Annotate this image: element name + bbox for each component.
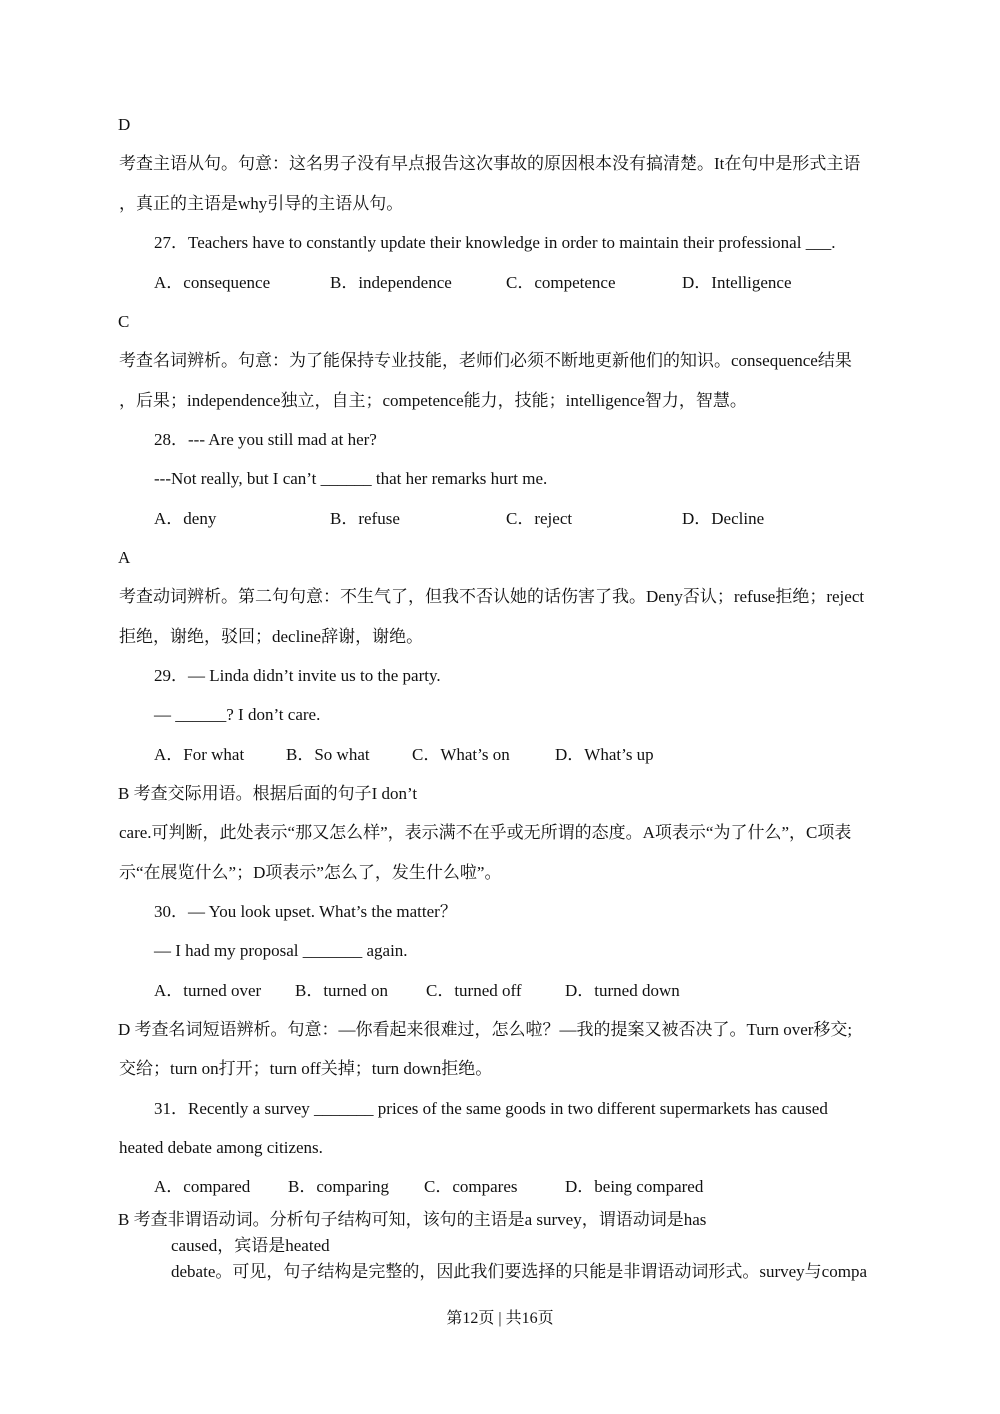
question-29-line2: — ______? I don’t care. (154, 705, 321, 724)
option-b: B．independence (330, 273, 452, 292)
option-c: C．reject (506, 509, 573, 528)
question-30-line2: — I had my proposal _______ again. (154, 941, 408, 960)
option-c: C．compares (424, 1177, 518, 1196)
option-c: C．turned off (426, 981, 522, 1000)
explanation-27-line1: 考查名词辨析。句意：为了能保持专业技能，老师们必须不断地更新他们的知识。consequence结果 (119, 351, 852, 370)
option-b: B．turned on (295, 981, 389, 1000)
option-c: C．What’s on (412, 745, 510, 764)
question-31-line1: 31．Recently a survey _______ prices of the same goods in two different supermarkets has caused (154, 1099, 828, 1118)
explanation-28-line2: 拒绝，谢绝，驳回；decline辞谢，谢绝。 (119, 627, 424, 646)
explanation-31-line2: caused，宾语是heated (171, 1236, 330, 1255)
question-29-line1: 29．— Linda didn’t invite us to the party. (154, 666, 441, 685)
explanation-29-line3: 示“在展览什么”；D项表示”怎么了，发生什么啦”。 (119, 863, 502, 882)
question-30-line1: 30．— You look upset. What’s the matter？ (154, 902, 457, 921)
option-d: D．What’s up (555, 745, 654, 764)
explanation-26-line1: 考查主语从句。句意：这名男子没有早点报告这次事故的原因根本没有搞清楚。It在句中是形式主语 (119, 154, 861, 173)
explanation-28-line1: 考查动词辨析。第二句句意：不生气了，但我不否认她的话伤害了我。Deny否认；refuse拒绝；reject (119, 587, 865, 606)
option-b: B．So what (286, 745, 370, 764)
explanation-30-line1: D 考查名词短语辨析。句意：—你看起来很难过，怎么啦？—我的提案又被否决了。Turn over移交; (118, 1020, 853, 1039)
option-d: D．turned down (565, 981, 680, 1000)
explanation-31-line3: debate。可见，句子结构是完整的，因此我们要选择的只能是非谓语动词形式。survey与compa (171, 1262, 867, 1281)
option-a: A．compared (154, 1177, 251, 1196)
option-d: D．Decline (682, 509, 765, 528)
page-footer: 第12页 | 共16页 (446, 1310, 554, 1327)
option-a: A．consequence (154, 273, 271, 292)
answer-27: C (118, 312, 130, 331)
option-a: A．For what (154, 745, 245, 764)
explanation-29-line2: care.可判断，此处表示“那又怎么样”，表示满不在乎或无所谓的态度。A项表示“为了什么”，C项表 (119, 823, 852, 842)
explanation-31-line1: B 考查非谓语动词。分析句子结构可知，该句的主语是a survey，谓语动词是has (118, 1210, 707, 1229)
question-28-line1: 28．--- Are you still mad at her? (154, 430, 377, 449)
option-a: A．turned over (154, 981, 262, 1000)
question-27: 27．Teachers have to constantly update their knowledge in order to maintain their professional ___. (154, 233, 836, 252)
explanation-29-line1: B 考查交际用语。根据后面的句子I don’t (118, 784, 418, 803)
option-d: D．Intelligence (682, 273, 792, 292)
answer-28: A (118, 548, 131, 567)
option-b: B．comparing (288, 1177, 390, 1196)
option-b: B．refuse (330, 509, 400, 528)
explanation-26-line2: ，真正的主语是why引导的主语从句。 (119, 194, 404, 213)
question-31-line2: heated debate among citizens. (119, 1138, 323, 1157)
option-d: D．being compared (565, 1177, 704, 1196)
explanation-30-line2: 交给；turn on打开；turn off关掉；turn down拒绝。 (119, 1059, 493, 1078)
answer-26: D (118, 115, 131, 134)
option-c: C．competence (506, 273, 616, 292)
question-28-line2: ---Not really, but I can’t ______ that her remarks hurt me. (154, 469, 548, 488)
explanation-27-line2: ，后果；independence独立，自主；competence能力，技能；intelligence智力，智慧。 (119, 391, 747, 410)
option-a: A．deny (154, 509, 217, 528)
